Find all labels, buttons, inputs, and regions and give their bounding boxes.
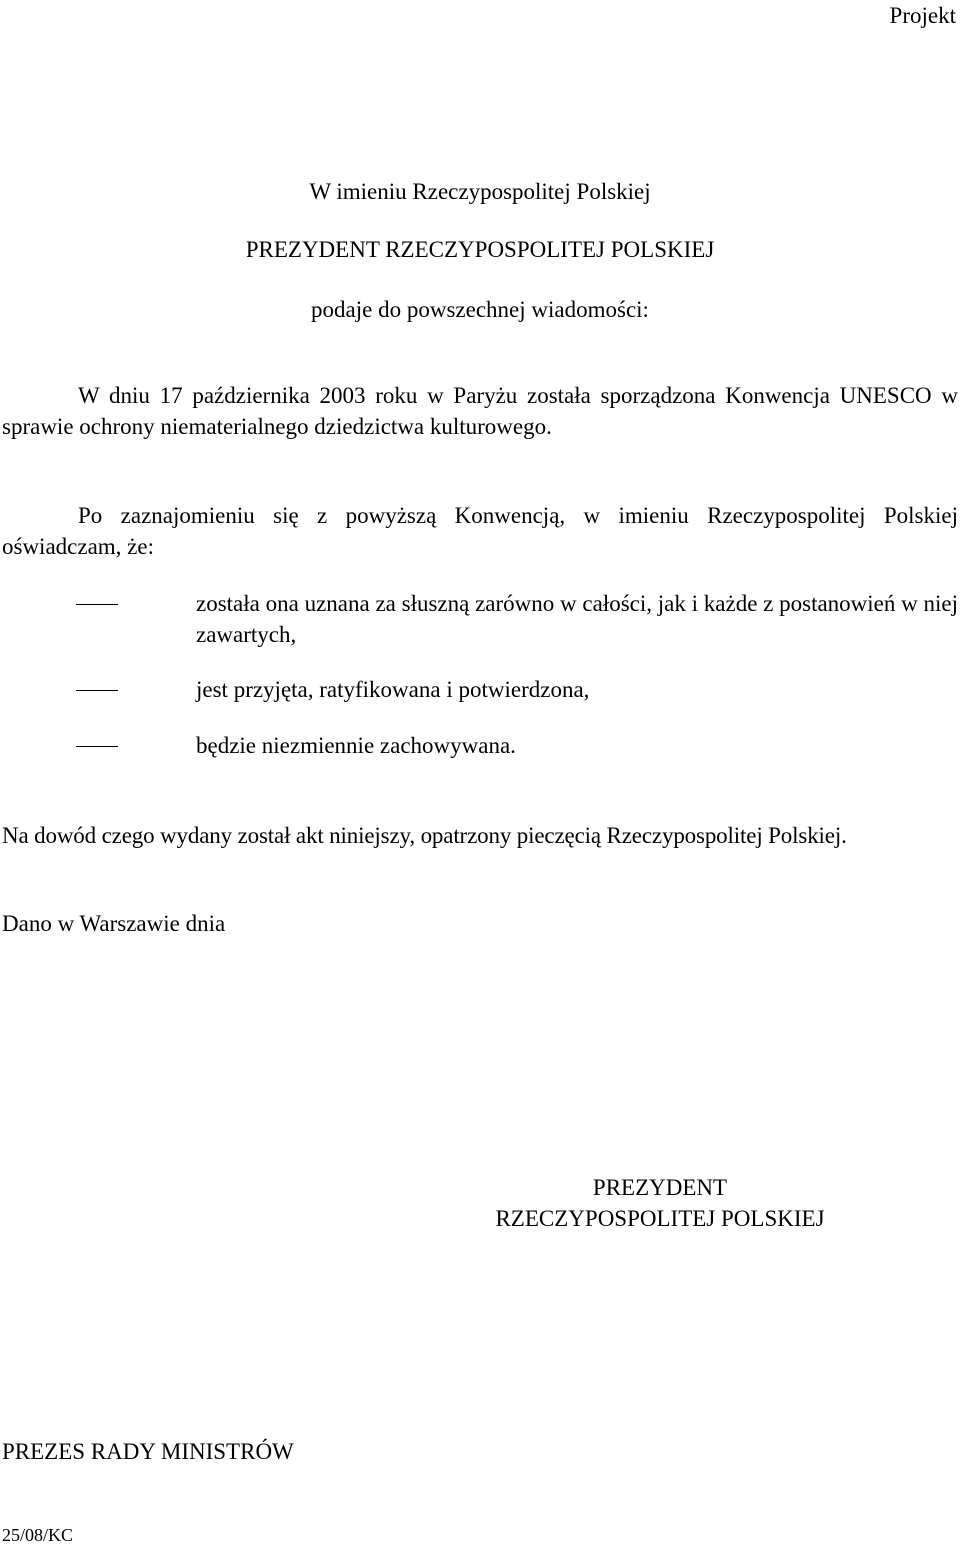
place-date-line: Dano w Warszawie dnia (2, 911, 226, 936)
president-title-line-1: PREZYDENT (592, 1175, 728, 1200)
declaration-item-text: została ona uznana za słuszną zarówno w całości, jak i każde z postanowień w niej zawartych, (196, 591, 958, 647)
dash-bullet-icon (76, 604, 118, 605)
heading-line-3: podaje do powszechnej wiadomości: (311, 297, 649, 322)
paragraph-convention: W dniu 17 października 2003 roku w Paryżu została sporządzona Konwencja UNESCO w sprawie ochrony niematerialnego dziedzictwa kulturowego. (2, 383, 958, 439)
declaration-item-text: będzie niezmiennie zachowywana. (196, 733, 516, 758)
draft-label: Projekt (889, 3, 956, 28)
heading-line-1: W imieniu Rzeczypospolitej Polskiej (309, 179, 651, 204)
reference-code: 25/08/KC (2, 1525, 74, 1545)
dash-bullet-icon (76, 690, 118, 691)
president-signature-block (480, 1172, 840, 1234)
dash-bullet-icon (76, 746, 118, 747)
president-title-line-2: RZECZYPOSPOLITEJ POLSKIEJ (495, 1206, 825, 1231)
prime-minister-title: PREZES RADY MINISTRÓW (2, 1439, 294, 1464)
paragraph-declaration-intro: Po zaznajomieniu się z powyższą Konwencją, w imieniu Rzeczypospolitej Polskiej oświadczam, że: (2, 503, 958, 559)
heading-line-2: PREZYDENT RZECZYPOSPOLITEJ POLSKIEJ (245, 237, 715, 262)
paragraph-seal: Na dowód czego wydany został akt niniejszy, opatrzony pieczęcią Rzeczypospolitej Polskiej. (2, 823, 847, 848)
declaration-item-text: jest przyjęta, ratyfikowana i potwierdzona, (196, 677, 590, 702)
